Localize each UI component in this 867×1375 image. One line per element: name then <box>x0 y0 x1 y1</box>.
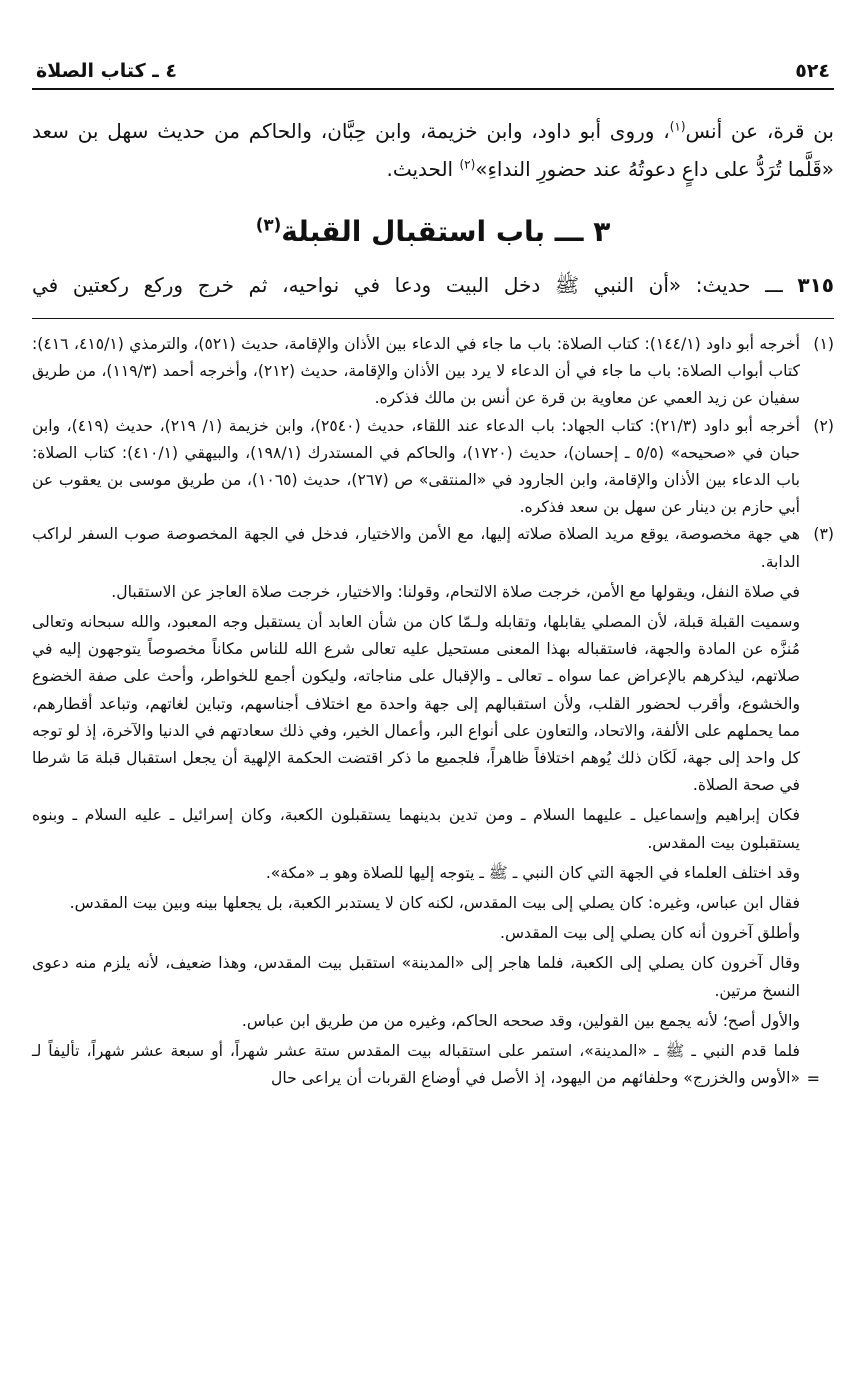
chapter-title <box>32 212 834 252</box>
footnote-body <box>32 521 820 1092</box>
footnote-paragraph: أخرجه أبو داود (٢١/٣): كتاب الجهاد: باب الدعاء عند اللقاء، حديث (٢٥٤٠)، وابن خزيمة (١/ ٢١٩)، حديث (٤١٩)، وابن حبان في «صحيحه» (٥/٥ ـ إحسان)، حديث (١٧٢٠)، والحاكم في المستدرك (١٩٨/١)، والبيهقي (٤١٠/١): كتاب الصلاة: باب الدعاء بين الأذان والإقامة، وابن الجارود في «المنتقى» ص (٢٦٧)، حديث (١٠٦٥)، من طريق موسى بن يعقوب عن أبي حازم بن دينار عن سهل بن سعد فذكره. <box>32 416 800 517</box>
page <box>32 52 834 1092</box>
footnote-ref-3: (٣) <box>255 214 282 235</box>
footnote-ref-1: (١) <box>669 119 686 134</box>
page-number: ٥٢٤ <box>795 60 830 82</box>
footnote-ref-2: (٢) <box>459 157 476 172</box>
footnote-paragraph: وسميت القبلة قبلة، لأن المصلي يقابلها، وتقابله ولـمّا كان من شأن العابد أن يستقبل وجه المعبود، والله سبحانه وتعالى مُنزَّه عن المادة والجهة، فاستقباله بهذا المعنى مستحيل عليه تعالى شرع الله للناس مكاناً مخصوصاً يتوجهون إليه في صلاتهم، ليذكرهم بالإعراض عما سواه ـ تعالى ـ والإقبال على مناجاته، وليكون أجمع للخواطر، وأحث على صفة الخضوع والخشوع، وأقرب لحضور القلب، ولأن استقبالهم إلى جهة واحدة مع اختلاف أجناسهم، وتباين لغاتهم، وتباعد أقطارهم، مما يحملهم على الألفة، والاتحاد، والتعاون على أنواع البر، وأعمال الخير، وفي ذلك سعادتهم في الدنيا والآخرة، إذ لو توجه كل واحد إلى جهة، لَكَان ذلك يُوهم اختلافاً ظاهراً، فلجميع ما ذكر اقتضت الحكمة الإلهية أن يجعل استقبال قبلة مَا شرطا في صحة الصلاة. <box>32 613 800 795</box>
footnote-marker: (٢) <box>813 416 834 435</box>
footnote-2 <box>32 413 834 522</box>
footnote-body <box>32 413 800 522</box>
footnote-body <box>32 331 800 413</box>
continuation-mark: = <box>806 1069 820 1089</box>
footnote-marker: (٣) <box>813 525 834 544</box>
footnote-paragraph: فقال ابن عباس، وغيره: كان يصلي إلى بيت المقدس، لكنه كان لا يستدبر الكعبة، بل يجعلها بينه وبين بيت المقدس. <box>69 894 800 913</box>
chapter-title-text: ٣ ـــ باب استقبال القبلة <box>281 215 611 248</box>
intro-paragraph <box>32 112 834 188</box>
footnote-paragraph: والأول أصح؛ لأنه يجمع بين القولين، وقد صححه الحاكم، وغيره من من طريق ابن عباس. <box>241 1011 800 1030</box>
footnote-paragraph: وقد اختلف العلماء في الجهة التي كان النبي ـ ﷺ ـ يتوجه إليها للصلاة وهو بـ «مكة». <box>265 863 800 882</box>
footnote-1 <box>32 331 834 413</box>
footnote-paragraph: وقال آخرون كان يصلي إلى الكعبة، فلما هاجر إلى «المدينة» استقبل بيت المقدس، وهذا ضعيف، لأنه يلزم منه دعوى النسخ مرتين. <box>32 954 800 1000</box>
running-header <box>32 52 834 90</box>
footnote-paragraph: أخرجه أبو داود (١٤٤/١): كتاب الصلاة: باب ما جاء في الدعاء بين الأذان والإقامة، حديث (٥٢١)، والترمذي (٤١٥/١، ٤١٦): كتاب أبواب الصلاة: باب ما جاء في أن الدعاء لا يرد بين الأذان والإقامة، حديث (٢١٢)، وأخرجه أحمد (١١٩/٣)، من طريق سفيان عن زيد العمي عن معاوية بن قرة عن أنس بن مالك فذكره. <box>32 335 801 408</box>
footnotes <box>32 331 834 1092</box>
footnote-marker: (١) <box>813 335 834 353</box>
footnote-last-text: فلما قدم النبي ـ ﷺ ـ «المدينة»، استمر على استقباله بيت المقدس ستة عشر شهراً، أو سبعة عشر شهراً، تأليفاً لـ «الأوس والخزرج» وحلفائهم من اليهود، إذ الأصل في أوضاع القربات أن يراعى حال <box>32 1042 800 1088</box>
footnote-paragraph: في صلاة النفل، ويقولها مع الأمن، خرجت صلاة الالتحام، وقولنا: والاختيار، خرجت صلاة العاجز عن الاستقبال. <box>111 582 800 601</box>
hadith-number: ٣١٥ <box>797 273 834 297</box>
footnote-paragraph: هي جهة مخصوصة، يوقع مريد الصلاة صلاته إليها، مع الأمن والاختيار، فدخل في الجهة المخصوصة صوب السفر لراكب الدابة. <box>32 525 800 571</box>
intro-text-1: بن قرة، عن أنس <box>685 119 834 143</box>
footnote-paragraph: وأطلق آخرون أنه كان يصلي إلى بيت المقدس. <box>500 924 800 943</box>
footnote-3 <box>32 521 834 1092</box>
footnote-paragraph: فكان إبراهيم وإسماعيل ـ عليهما السلام ـ ومن تدين بدينهما يستقبلون الكعبة، وكان إسرائيل ـ عليه السلام ـ وبنوه يستقبلون بيت المقدس. <box>32 806 800 852</box>
intro-text-3: الحديث. <box>386 157 460 181</box>
section-title: ٤ ـ كتاب الصلاة <box>36 60 177 82</box>
intro-text-2: ، وروى أبو داود، وابن خزيمة، وابن حِبَّان، والحاكم من حديث سهل بن سعد «قَلَّما تُرَدُّ على داعٍ دعوتُهُ عند حضورِ النداءِ» <box>32 119 834 181</box>
hadith-entry <box>32 266 834 319</box>
footnote-paragraph <box>32 1038 820 1092</box>
hadith-text: ـــ حديث: «أن النبي ﷺ دخل البيت ودعا في نواحيه، ثم خرج وركع ركعتين في <box>32 273 798 297</box>
